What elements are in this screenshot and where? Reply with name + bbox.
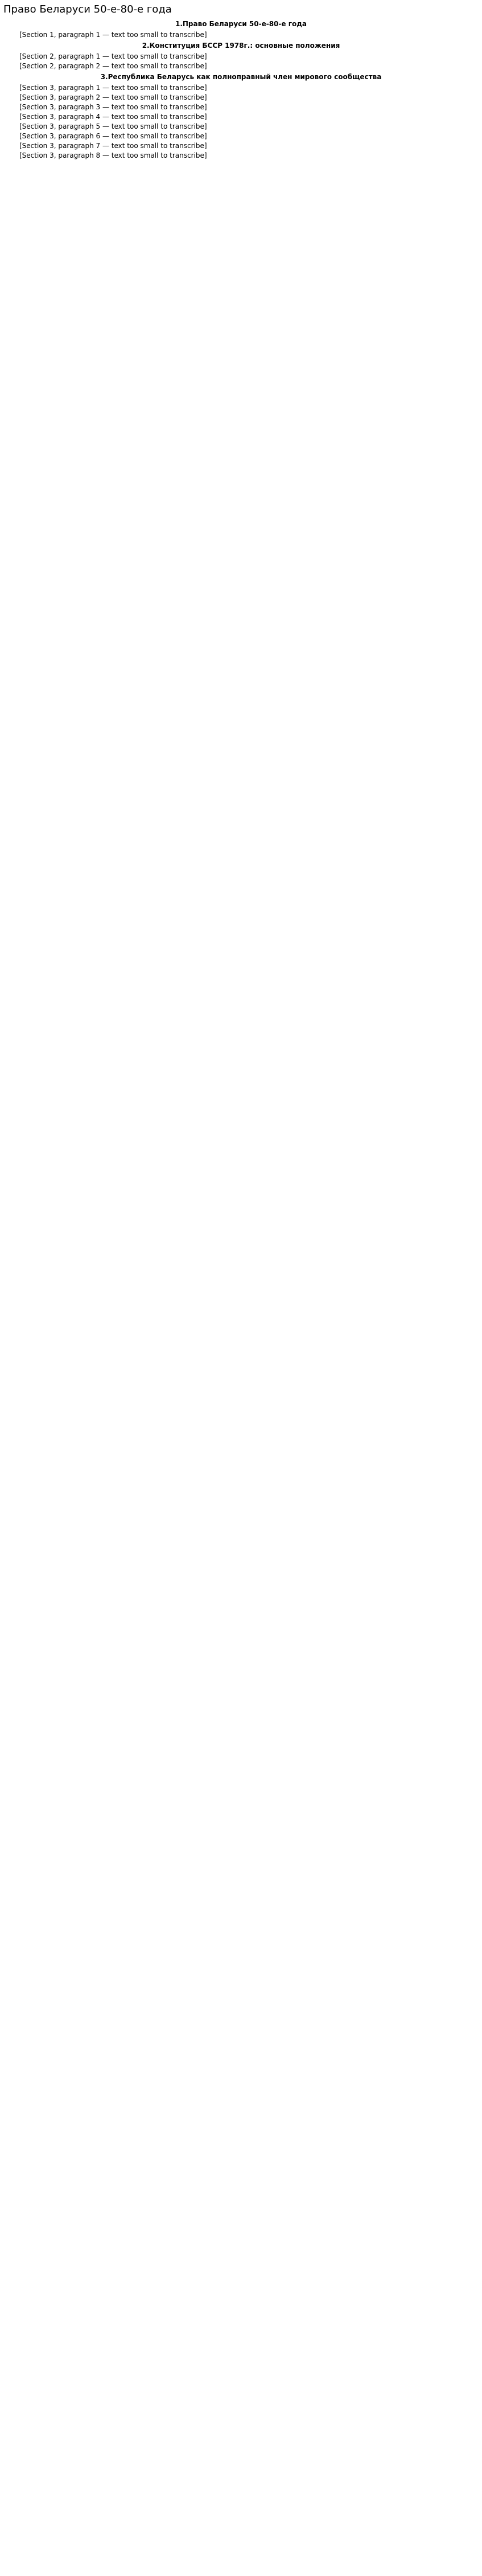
article-body <box>3 19 479 161</box>
paragraph: [Section 3, paragraph 6 — text too small to transcribe] <box>19 132 207 140</box>
paragraph: [Section 3, paragraph 1 — text too small to transcribe] <box>19 84 207 92</box>
paragraph: [Section 3, paragraph 7 — text too small to transcribe] <box>19 142 207 150</box>
section-3 <box>3 72 479 161</box>
paragraph: [Section 2, paragraph 2 — text too small to transcribe] <box>19 62 207 70</box>
paragraph: [Section 3, paragraph 8 — text too small to transcribe] <box>19 151 207 159</box>
paragraph: [Section 2, paragraph 1 — text too small to transcribe] <box>19 52 207 60</box>
paragraph: [Section 3, paragraph 4 — text too small to transcribe] <box>19 113 207 121</box>
section-heading: 2.Конституция БССР 1978г.: основные положения <box>142 42 340 50</box>
section-1 <box>3 19 479 40</box>
paragraph: [Section 3, paragraph 3 — text too small to transcribe] <box>19 103 207 111</box>
section-heading: 3.Республика Беларусь как полноправный член мирового сообщества <box>100 73 382 81</box>
page-title: Право Беларуси 50-е-80-е года <box>3 3 172 15</box>
section-heading: 1.Право Беларуси 50-е-80-е года <box>175 20 307 28</box>
section-2 <box>3 41 479 71</box>
paragraph: [Section 3, paragraph 5 — text too small to transcribe] <box>19 122 207 130</box>
paragraph: [Section 1, paragraph 1 — text too small to transcribe] <box>19 31 207 39</box>
paragraph: [Section 3, paragraph 2 — text too small to transcribe] <box>19 93 207 101</box>
